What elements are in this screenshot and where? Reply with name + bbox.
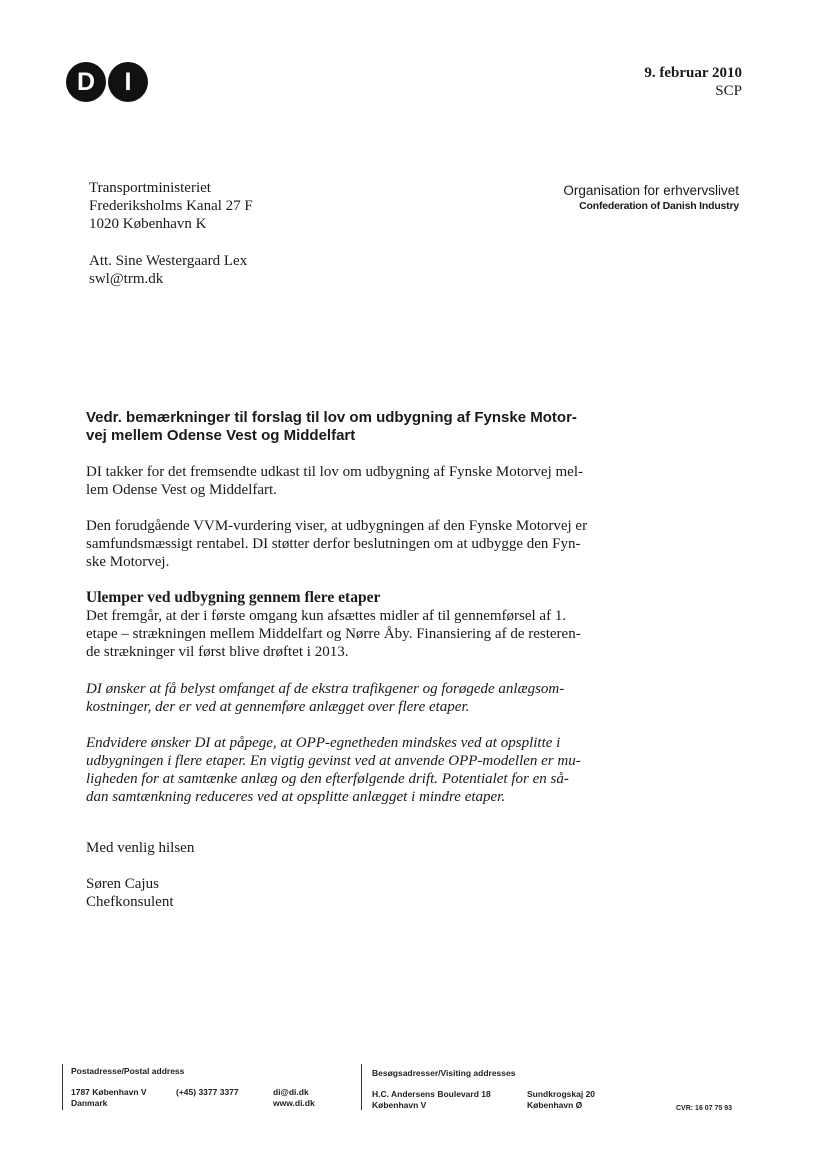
footer-postal-line-2: Danmark [71,1098,108,1108]
footer-website: www.di.dk [273,1098,315,1108]
paragraph-line: ligheden for at samtænke anlæg og den efterfølgende drift. Potentialet for en så- [86,771,569,787]
paragraph-line: dan samtænkning reduceres ved at opsplitte anlægget i mindre etaper. [86,789,506,805]
footer-visit1-line-1: H.C. Andersens Boulevard 18 [372,1089,491,1099]
footer-visit2-line-1: Sundkrogskaj 20 [527,1089,596,1099]
letter-subject [86,409,666,445]
date-block [644,64,742,100]
footer-email: di@di.dk [273,1087,309,1097]
footer-cvr: CVR: 16 07 75 93 [676,1105,733,1112]
organisation-name-english: Confederation of Danish Industry [579,200,739,212]
recipient-line-1: Transportministeriet [89,180,211,196]
organisation-name-danish: Organisation for erhvervslivet [563,183,739,198]
recipient-line-3: 1020 København K [89,216,207,232]
paragraph-2 [86,517,664,571]
footer-postal-line-1: 1787 København V [71,1087,147,1097]
paragraph-line: Endvidere ønsker DI at påpege, at OPP-egnetheden mindskes ved at opsplitte i [86,735,561,751]
reference-initials: SCP [715,83,742,99]
footer-visiting-heading: Besøgsadresser/Visiting addresses [372,1068,516,1078]
signatory-name: Søren Cajus [86,876,159,892]
section-heading: Ulemper ved udbygning gennem flere etaper [86,589,381,606]
organisation-block [563,182,739,213]
footer-visit1-line-2: København V [372,1100,427,1110]
paragraph-line: Den forudgående VVM-vurdering viser, at udbygningen af den Fynske Motorvej er [86,518,588,534]
paragraph-line: kostninger, der er ved at gennemføre anlægget over flere etaper. [86,699,470,715]
signatory-title: Chefkonsulent [86,894,174,910]
paragraph-5 [86,734,664,806]
paragraph-line: lem Odense Vest og Middelfart. [86,482,277,498]
footer-divider-middle [361,1064,362,1110]
paragraph-line: de strækninger vil først blive drøftet i 2013. [86,644,349,660]
paragraph-3 [86,607,664,661]
letter-date: 9. februar 2010 [644,65,742,81]
recipient-line-2: Frederiksholms Kanal 27 F [89,198,253,214]
paragraph-line: ske Motorvej. [86,554,170,570]
paragraph-line: etape – strækningen mellem Middelfart og Nørre Åby. Finansiering af de resteren- [86,626,581,642]
paragraph-line: Det fremgår, at der i første omgang kun afsættes midler af til gennemførsel af 1. [86,608,567,624]
attention-email: swl@trm.dk [89,271,164,287]
closing-greeting: Med venlig hilsen [86,840,195,856]
footer-postal-heading: Postadresse/Postal address [71,1066,185,1076]
subject-line-1: Vedr. bemærkninger til forslag til lov om udbygning af Fynske Motor- [86,409,577,426]
subject-line-2: vej mellem Odense Vest og Middelfart [86,427,356,444]
paragraph-line: samfundsmæssigt rentabel. DI støtter derfor beslutningen om at udbygge den Fyn- [86,536,581,552]
paragraph-line: DI ønsker at få belyst omfanget af de ekstra trafikgener og forøgede anlægsom- [86,681,565,697]
footer-divider-left [62,1064,63,1110]
logo-letter-d: D [66,62,106,102]
paragraph-line: udbygningen i flere etaper. En vigtig gevinst ved at anvende OPP-modellen er mu- [86,753,581,769]
paragraph-1 [86,463,664,499]
recipient-address [89,179,253,233]
paragraph-4 [86,680,664,716]
footer-phone: (+45) 3377 3377 [176,1087,239,1097]
attention-name: Att. Sine Westergaard Lex [89,253,248,269]
logo-letter-i: I [108,62,148,102]
recipient-attention [89,252,247,288]
di-logo [66,62,150,102]
footer-visit2-line-2: København Ø [527,1100,583,1110]
paragraph-line: DI takker for det fremsendte udkast til lov om udbygning af Fynske Motorvej mel- [86,464,583,480]
